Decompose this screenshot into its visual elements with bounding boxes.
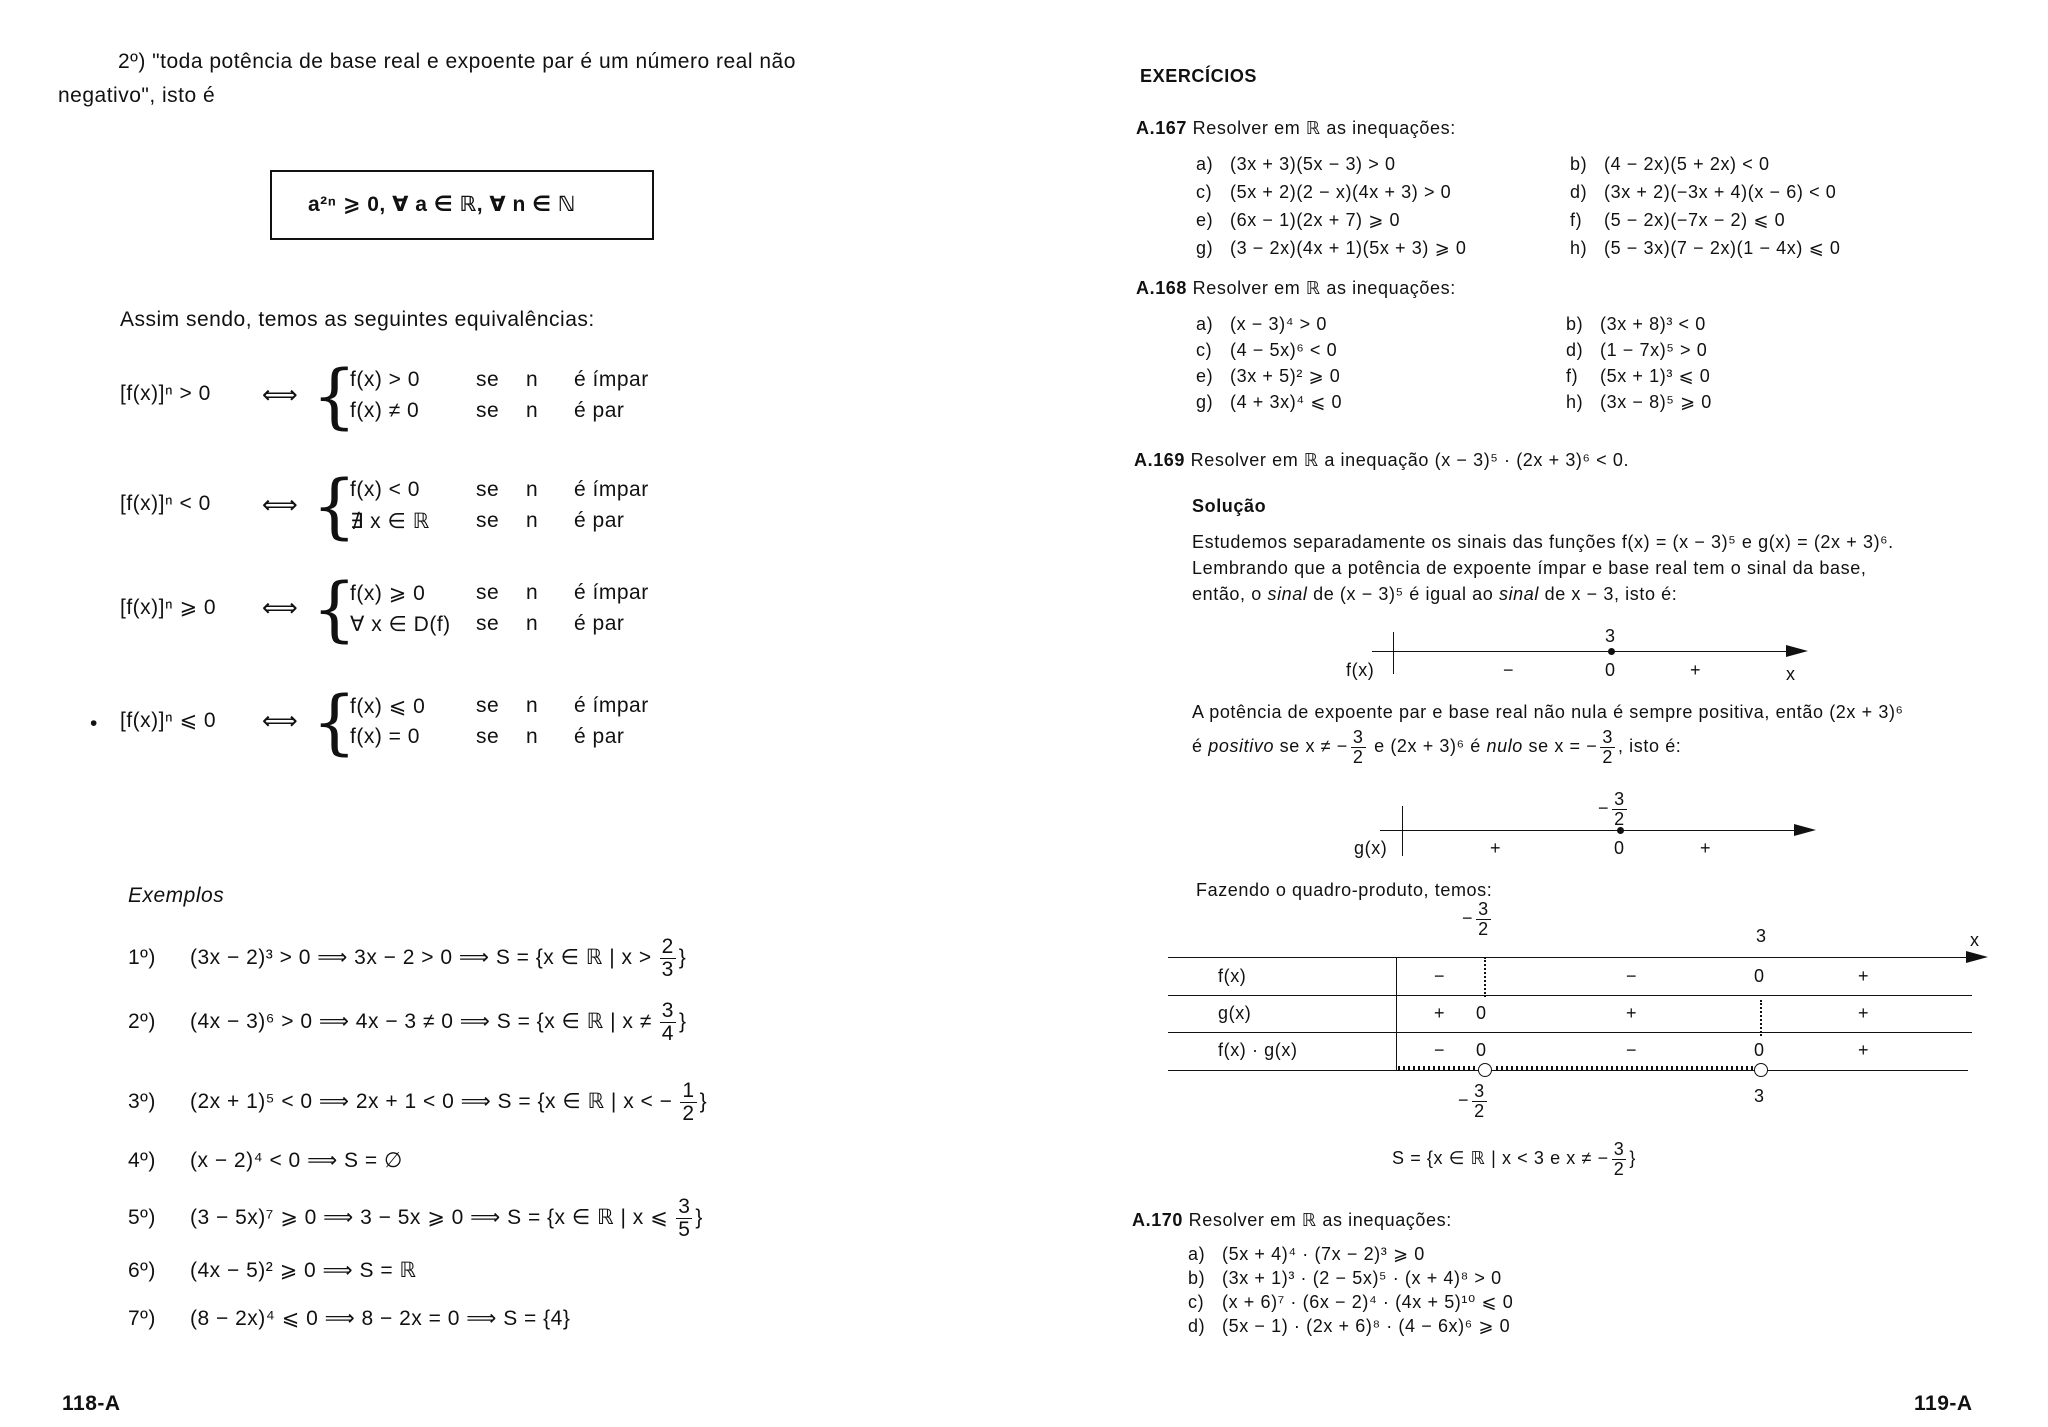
- a167-header: [1136, 118, 1456, 139]
- condition-word: n: [526, 478, 539, 501]
- p1-text-e: de x − 3, isto é:: [1539, 584, 1678, 604]
- table-cell: −: [1434, 1040, 1446, 1060]
- example-close-brace: }: [695, 1206, 703, 1230]
- left-brace-icon: {: [312, 568, 357, 650]
- a169-id: A.169: [1134, 450, 1186, 470]
- condition-word: n: [526, 581, 539, 604]
- example-row: [128, 1196, 703, 1241]
- example-label: 6º): [128, 1259, 156, 1282]
- condition-word: se: [476, 368, 500, 391]
- example-close-brace: }: [699, 1090, 708, 1114]
- condition-word: se: [476, 581, 500, 604]
- exercise-item-expression: (6x − 1)(2x + 7) ⩾ 0: [1230, 210, 1401, 230]
- example-label: 2º): [128, 1010, 156, 1034]
- condition-word: se: [476, 399, 500, 422]
- exercise-item-letter: g): [1196, 392, 1214, 412]
- exercise-item-expression: (3 − 2x)(4x + 1)(5x + 3) ⩾ 0: [1230, 238, 1467, 258]
- solution-set-close: }: [1629, 1148, 1636, 1169]
- p1-text-sinal-1: sinal: [1267, 584, 1308, 604]
- fx-arrow-icon: [1786, 645, 1808, 657]
- table-label-divider: [1396, 957, 1397, 1070]
- table-rule-1: [1168, 995, 1972, 996]
- table-dash-2: [1760, 1000, 1762, 1036]
- solution-set-fraction: [1612, 1140, 1627, 1179]
- example-label: 3º): [128, 1090, 156, 1114]
- table-hatch-right: [1496, 1066, 1754, 1071]
- fx-pos-sign: +: [1690, 660, 1702, 680]
- condition-word: n: [526, 725, 539, 748]
- gx-root: − $\frac{3}{2}$: [1598, 789, 1625, 829]
- solution-set: [1392, 1140, 1636, 1179]
- table-bottom-fraction: [1472, 1082, 1487, 1121]
- exercise-item-expression: (5x + 2)(2 − x)(4x + 3) > 0: [1230, 182, 1452, 202]
- intro-line-2: negativo", isto é: [58, 84, 216, 107]
- parity-text: é par: [574, 509, 625, 532]
- example-expression: (4x − 5)² ⩾ 0 ⟹ S = ℝ: [190, 1259, 417, 1282]
- solution-set-den: 2: [1613, 1158, 1625, 1179]
- exercise-item-expression: (3x + 1)³ · (2 − 5x)⁵ · (x + 4)⁸ > 0: [1222, 1268, 1502, 1288]
- solution-p2-line1: A potência de expoente par e base real não nula é sempre positiva, então (2x + 3)⁶: [1192, 702, 1904, 722]
- solution-title: Solução: [1192, 496, 1267, 516]
- exercises-heading: EXERCÍCIOS: [1140, 66, 1258, 86]
- condition: f(x) ⩾ 0: [350, 582, 426, 605]
- condition: f(x) < 0: [350, 478, 420, 501]
- solution-p3: Fazendo o quadro-produto, temos:: [1196, 880, 1493, 900]
- left-brace-icon: {: [312, 681, 357, 763]
- a169-prompt: Resolver em ℝ a inequação (x − 3)⁵ · (2x + 3)⁶ < 0.: [1190, 450, 1630, 470]
- table-rule-2: [1168, 1032, 1972, 1033]
- exercise-item-expression: (3x + 5)² ⩾ 0: [1230, 366, 1341, 386]
- example-frac-num: 1: [682, 1079, 695, 1102]
- example-label: 4º): [128, 1149, 156, 1172]
- fx-neg-sign: −: [1503, 660, 1515, 680]
- table-cell: +: [1858, 1040, 1870, 1060]
- example-expression: (2x + 1)⁵ < 0 ⟹ 2x + 1 < 0 ⟹ S = {x ∈ ℝ | x < −: [190, 1090, 673, 1114]
- a170-id: A.170: [1132, 1210, 1184, 1230]
- table-cell: +: [1434, 1003, 1446, 1023]
- exercise-item-letter: d): [1570, 182, 1588, 202]
- example-frac-den: 2: [682, 1102, 695, 1126]
- exercise-item-expression: (x − 3)⁴ > 0: [1230, 314, 1327, 334]
- a167-id: A.167: [1136, 118, 1188, 138]
- condition-word: se: [476, 478, 500, 501]
- table-cell: 0: [1754, 966, 1765, 986]
- table-cell: −: [1434, 966, 1446, 986]
- table-bottom1-den: 2: [1474, 1100, 1485, 1121]
- p2-text-c: se x ≠ −: [1274, 736, 1348, 757]
- table-open-dot-1: [1478, 1063, 1492, 1077]
- example-label: 7º): [128, 1307, 156, 1330]
- equivalence-lhs: [f(x)]ⁿ ⩽ 0: [120, 709, 217, 732]
- parity-text: é par: [574, 725, 625, 748]
- table-cell: +: [1858, 966, 1870, 986]
- table-cell: −: [1626, 1040, 1638, 1060]
- example-frac-num: 3: [661, 999, 674, 1022]
- exercise-item-expression: (3x + 3)(5x − 3) > 0: [1230, 154, 1396, 174]
- condition: f(x) ⩽ 0: [350, 695, 426, 718]
- example-expression: (3 − 5x)⁷ ⩾ 0 ⟹ 3 − 5x ⩾ 0 ⟹ S = {x ∈ ℝ | x ⩽: [190, 1206, 669, 1230]
- condition-word: n: [526, 612, 539, 635]
- a167-prompt: Resolver em ℝ as inequações:: [1192, 118, 1456, 138]
- p2-text-nulo: nulo: [1486, 736, 1523, 757]
- gx-pos-left: +: [1490, 838, 1502, 858]
- condition-word: n: [526, 368, 539, 391]
- exercise-item-expression: (3x − 8)⁵ ⩾ 0: [1600, 392, 1712, 412]
- fx-label: f(x): [1346, 660, 1375, 680]
- a170-prompt: Resolver em ℝ as inequações:: [1188, 1210, 1452, 1230]
- condition: ∀ x ∈ D(f): [350, 613, 451, 636]
- fx-zero: 0: [1605, 660, 1616, 680]
- table-row-label: f(x): [1218, 966, 1247, 986]
- solution-p1-line2: Lembrando que a potência de expoente ímpar e base real tem o sinal da base,: [1192, 558, 1867, 578]
- a168-id: A.168: [1136, 278, 1188, 298]
- table-cell: 0: [1476, 1040, 1487, 1060]
- a170-header: [1132, 1210, 1452, 1231]
- table-hatch-left: [1398, 1066, 1478, 1071]
- exercise-item-letter: h): [1566, 392, 1584, 412]
- equivalence-lhs: [f(x)]ⁿ ⩾ 0: [120, 596, 217, 619]
- exercise-item-letter: b): [1570, 154, 1588, 174]
- exercise-item-expression: (5x + 1)³ ⩽ 0: [1600, 366, 1711, 386]
- fx-root-dot: [1608, 648, 1615, 655]
- example-row: [128, 1258, 417, 1283]
- exercise-item-expression: (3x + 8)³ < 0: [1600, 314, 1706, 334]
- condition: f(x) > 0: [350, 368, 420, 391]
- condition: ∄ x ∈ ℝ: [350, 510, 430, 533]
- table-root1-num: 3: [1478, 899, 1489, 919]
- example-fraction: [660, 1000, 676, 1045]
- solution-p1-line1: Estudemos separadamente os sinais das funções f(x) = (x − 3)⁵ e g(x) = (2x + 3)⁶.: [1192, 532, 1894, 552]
- gx-root-num: 3: [1614, 789, 1625, 809]
- p2-frac1-num: 3: [1352, 727, 1364, 747]
- p2-fraction-1: [1351, 728, 1366, 767]
- exercise-item-letter: f): [1570, 210, 1583, 230]
- example-row: [128, 1306, 570, 1331]
- condition-word: se: [476, 725, 500, 748]
- gx-axis: [1380, 830, 1794, 831]
- example-row: [128, 1000, 686, 1045]
- p2-text-d: e (2x + 3)⁶ é: [1368, 736, 1487, 757]
- condition-word: se: [476, 694, 500, 717]
- table-row-label: g(x): [1218, 1003, 1252, 1023]
- table-cell: −: [1626, 966, 1638, 986]
- table-cell: 0: [1476, 1003, 1487, 1023]
- example-close-brace: }: [678, 1010, 687, 1034]
- example-label: 5º): [128, 1206, 156, 1230]
- left-page-number: 118-A: [62, 1392, 121, 1415]
- table-cell: +: [1626, 1003, 1638, 1023]
- exercise-item-letter: e): [1196, 210, 1214, 230]
- equivalences-intro: Assim sendo, temos as seguintes equivalências:: [120, 308, 595, 331]
- solution-set-num: 3: [1613, 1139, 1625, 1159]
- exercise-item-letter: f): [1566, 366, 1579, 386]
- example-frac-den: 5: [678, 1218, 691, 1242]
- table-bottom1-num: 3: [1474, 1081, 1485, 1101]
- exercise-item-letter: b): [1188, 1268, 1206, 1288]
- iff-arrow-icon: ⟺: [262, 491, 298, 519]
- p2-frac2-num: 3: [1602, 727, 1613, 747]
- condition: f(x) ≠ 0: [350, 399, 420, 422]
- gx-zero: 0: [1614, 838, 1625, 858]
- gx-origin-tick: [1402, 806, 1403, 856]
- exercise-item-expression: (5x + 4)⁴ · (7x − 2)³ ⩾ 0: [1222, 1244, 1425, 1264]
- exercise-item-letter: d): [1566, 340, 1584, 360]
- parity-text: é ímpar: [574, 368, 649, 391]
- exercise-item-letter: a): [1196, 154, 1214, 174]
- a168-prompt: Resolver em ℝ as inequações:: [1192, 278, 1456, 298]
- exercise-item-expression: (4 − 5x)⁶ < 0: [1230, 340, 1338, 360]
- gx-root-den: 2: [1614, 808, 1625, 829]
- condition-word: n: [526, 694, 539, 717]
- exercise-item-letter: e): [1196, 366, 1214, 386]
- table-root1-top: − $\frac{3}{2}$: [1462, 899, 1489, 939]
- solution-p1-line3: [1192, 584, 1677, 605]
- equivalence-lhs: [f(x)]ⁿ < 0: [120, 492, 211, 515]
- solution-p2-line2: [1192, 728, 1681, 767]
- table-root2-top: 3: [1756, 926, 1767, 946]
- exercise-item-letter: a): [1188, 1244, 1206, 1264]
- exercise-item-letter: a): [1196, 314, 1214, 334]
- example-fraction: [680, 1080, 696, 1125]
- exercise-item-letter: c): [1188, 1292, 1205, 1312]
- table-root1-fraction: [1476, 900, 1491, 939]
- p2-text-f: se x = −: [1522, 736, 1598, 757]
- example-expression: (x − 2)⁴ < 0 ⟹ S = ∅: [190, 1149, 403, 1172]
- p2-text-g: , isto é:: [1617, 736, 1682, 757]
- condition-word: n: [526, 509, 539, 532]
- parity-text: é ímpar: [574, 581, 649, 604]
- p1-text-c: de (x − 3)⁵ é igual ao: [1307, 584, 1499, 604]
- condition-word: se: [476, 612, 500, 635]
- table-axis-label: x: [1970, 930, 1980, 950]
- parity-text: é ímpar: [574, 478, 649, 501]
- p1-text-sinal-2: sinal: [1498, 584, 1539, 604]
- exercise-item-letter: b): [1566, 314, 1584, 334]
- example-frac-den: 4: [661, 1022, 674, 1046]
- gx-arrow-icon: [1794, 824, 1816, 836]
- example-expression: (4x − 3)⁶ > 0 ⟹ 4x − 3 ≠ 0 ⟹ S = {x ∈ ℝ | x ≠: [190, 1010, 652, 1034]
- table-dash-1: [1484, 957, 1486, 997]
- boxed-formula: a²ⁿ ⩾ 0, ∀ a ∈ ℝ, ∀ n ∈ ℕ: [308, 193, 576, 216]
- example-row: [128, 1148, 403, 1173]
- gx-label: g(x): [1354, 838, 1388, 858]
- exercise-item-letter: c): [1196, 182, 1213, 202]
- example-frac-num: 2: [661, 935, 674, 958]
- intro-line-1: 2º) "toda potência de base real e expoente par é um número real não: [118, 50, 796, 73]
- table-root2-bottom: 3: [1754, 1086, 1765, 1106]
- condition-word: se: [476, 509, 500, 532]
- iff-arrow-icon: ⟺: [262, 707, 298, 735]
- fx-root: 3: [1605, 626, 1616, 646]
- table-row-label: f(x) · g(x): [1218, 1040, 1298, 1060]
- exercise-item-expression: (4 − 2x)(5 + 2x) < 0: [1604, 154, 1770, 174]
- equivalence-lhs: [f(x)]ⁿ > 0: [120, 382, 211, 405]
- example-frac-num: 3: [678, 1195, 691, 1218]
- table-root1-bottom: − $\frac{3}{2}$: [1458, 1081, 1485, 1121]
- gx-pos-right: +: [1700, 838, 1712, 858]
- table-open-dot-2: [1754, 1063, 1768, 1077]
- fx-axis-label: x: [1786, 664, 1796, 684]
- p1-text-a: então, o: [1192, 584, 1268, 604]
- p2-frac1-den: 2: [1352, 746, 1364, 767]
- example-fraction: [676, 1196, 692, 1241]
- example-close-brace: }: [678, 946, 687, 970]
- exercise-item-expression: (5 − 3x)(7 − 2x)(1 − 4x) ⩽ 0: [1604, 238, 1841, 258]
- parity-text: é ímpar: [574, 694, 649, 717]
- exercise-item-expression: (5x − 1) · (2x + 6)⁸ · (4 − 6x)⁶ ⩾ 0: [1222, 1316, 1511, 1336]
- p2-text-positivo: positivo: [1208, 736, 1275, 757]
- exercise-item-expression: (1 − 7x)⁵ > 0: [1600, 340, 1708, 360]
- example-label: 1º): [128, 946, 156, 970]
- example-frac-den: 3: [661, 958, 674, 982]
- example-expression: (8 − 2x)⁴ ⩽ 0 ⟹ 8 − 2x = 0 ⟹ S = {4}: [190, 1307, 571, 1330]
- table-root1-den: 2: [1478, 918, 1489, 939]
- fx-axis: [1372, 651, 1786, 652]
- p2-frac2-den: 2: [1602, 746, 1613, 767]
- iff-arrow-icon: ⟺: [262, 381, 298, 409]
- table-axis: [1168, 957, 1968, 958]
- a168-header: [1136, 278, 1456, 299]
- exercise-item-letter: d): [1188, 1316, 1206, 1336]
- table-cell: 0: [1754, 1040, 1765, 1060]
- example-row: [128, 1080, 707, 1125]
- exercise-item-letter: h): [1570, 238, 1588, 258]
- p2-fraction-2: [1600, 728, 1615, 767]
- condition-word: n: [526, 399, 539, 422]
- example-fraction: [660, 936, 676, 981]
- condition: f(x) = 0: [350, 725, 420, 748]
- exercise-item-letter: g): [1196, 238, 1214, 258]
- left-brace-icon: {: [312, 465, 357, 547]
- left-brace-icon: {: [312, 355, 357, 437]
- a169-header: [1134, 450, 1629, 471]
- example-expression: (3x − 2)³ > 0 ⟹ 3x − 2 > 0 ⟹ S = {x ∈ ℝ | x >: [190, 946, 652, 970]
- bullet-icon: •: [90, 712, 98, 735]
- exercise-item-expression: (x + 6)⁷ · (6x − 2)⁴ · (4x + 5)¹⁰ ⩽ 0: [1222, 1292, 1514, 1312]
- exercise-item-expression: (4 + 3x)⁴ ⩽ 0: [1230, 392, 1343, 412]
- examples-title: Exemplos: [128, 884, 225, 907]
- fx-origin-tick: [1393, 632, 1394, 674]
- p2-text-a: é: [1192, 736, 1209, 757]
- exercise-item-expression: (5 − 2x)(−7x − 2) ⩽ 0: [1604, 210, 1786, 230]
- parity-text: é par: [574, 612, 625, 635]
- exercise-item-letter: c): [1196, 340, 1213, 360]
- gx-root-fraction: [1612, 790, 1627, 829]
- right-page-number: 119-A: [1914, 1392, 1973, 1415]
- table-cell: +: [1858, 1003, 1870, 1023]
- solution-set-text: S = {x ∈ ℝ | x < 3 e x ≠ −: [1392, 1148, 1609, 1169]
- iff-arrow-icon: ⟺: [262, 594, 298, 622]
- example-row: [128, 936, 686, 981]
- table-arrow-icon: [1966, 951, 1988, 963]
- parity-text: é par: [574, 399, 625, 422]
- exercise-item-expression: (3x + 2)(−3x + 4)(x − 6) < 0: [1604, 182, 1837, 202]
